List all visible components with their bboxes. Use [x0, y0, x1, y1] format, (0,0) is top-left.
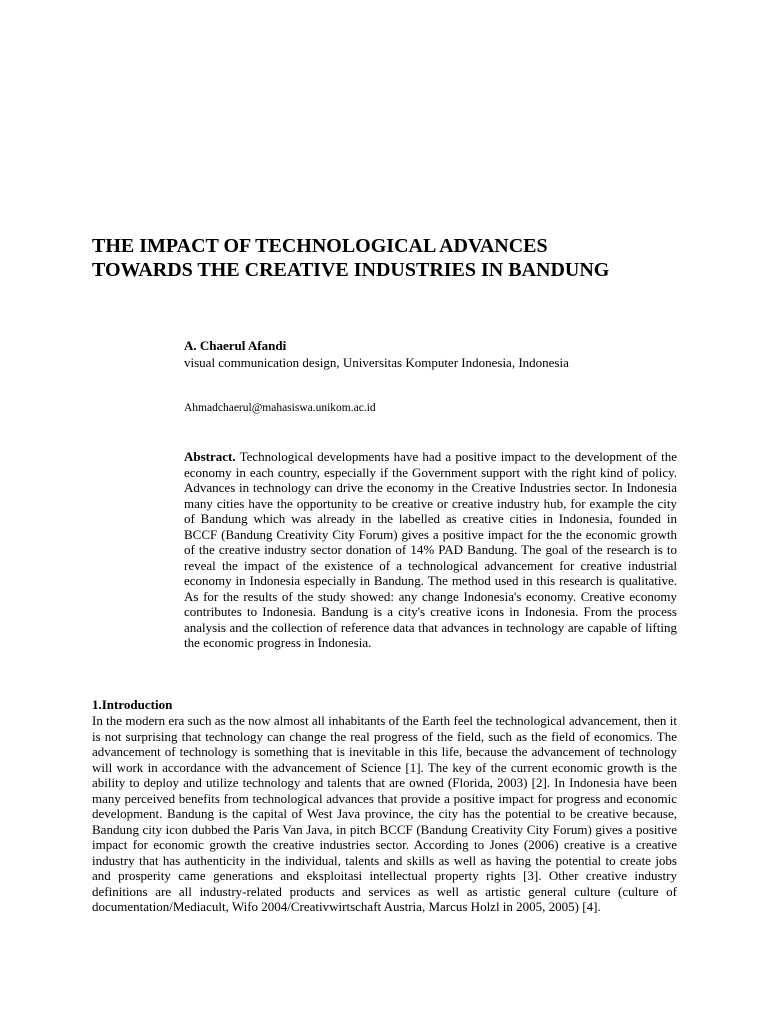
author-email: Ahmadchaerul@mahasiswa.unikom.ac.id — [184, 402, 376, 414]
abstract — [184, 449, 677, 651]
author-block — [184, 337, 684, 371]
paper-title — [92, 234, 692, 282]
author-affiliation: visual communication design, Universitas Komputer Indonesia, Indonesia — [184, 355, 569, 370]
paper-title-line-1: THE IMPACT OF TECHNOLOGICAL ADVANCES — [92, 235, 548, 257]
abstract-label: Abstract. — [184, 449, 236, 464]
author-name: A. Chaerul Afandi — [184, 338, 287, 353]
paper-title-line-2: TOWARDS THE CREATIVE INDUSTRIES IN BANDUNG — [92, 259, 610, 281]
section-heading-introduction: 1.Introduction — [92, 697, 173, 712]
introduction-paragraph: In the modern era such as the now almost all inhabitants of the Earth feel the technological advancement, then it is not surprising that technology can change the real progress of the field, such as the field of economics. The advancement of technology is something that is inevitable in this life, because the advancement of technology will work in accordance with the advancement of Science [1]. The key of the current economic growth is the ability to deploy and utilize technology and talents that are owned (Florida, 2003) [2]. In Indonesia have been many perceived benefits from technological advances that provide a positive impact for progress and economic development. Bandung is the capital of West Java province, the city has the potential to be creative because, Bandung city icon dubbed the Paris Van Java, in pitch BCCF (Bandung Creativity City Forum) gives a positive impact for economic growth the creative industries sector. According to Jones (2006) creative is a creative industry that has authenticity in the individual, talents and skills as well as having the potential to create jobs and prosperity came generations and eksploitasi intellectual property rights [3]. Other creative industry definitions are all industry-related products and services as well as artistic general culture (culture of documentation/Mediacult, Wifo 2004/Creativwirtschaft Austria, Marcus Holzl in 2005, 2005) [4]. — [92, 713, 677, 914]
abstract-text: Technological developments have had a positive impact to the development of the economy in each country, especially if the Government support with the right kind of policy. Advances in technology can drive the economy in the Creative Industries sector. In Indonesia many cities have the opportunity to be creative or creative industry hub, for example the city of Bandung which was already in the labelled as creative cities in Indonesia, founded in BCCF (Bandung Creativity City Forum) gives a positive impact for the the economic growth of the creative industry sector donation of 14% PAD Bandung. The goal of the research is to reveal the impact of the existence of a technological advancement for creative industrial economy in Indonesia especially in Bandung. The method used in this research is qualitative. As for the results of the study showed: any change Indonesia's economy. Creative economy contributes to Indonesia. Bandung is a city's creative icons in Indonesia. From the process analysis and the collection of reference data that advances in technology are capable of lifting the economic progress in Indonesia. — [184, 449, 677, 650]
